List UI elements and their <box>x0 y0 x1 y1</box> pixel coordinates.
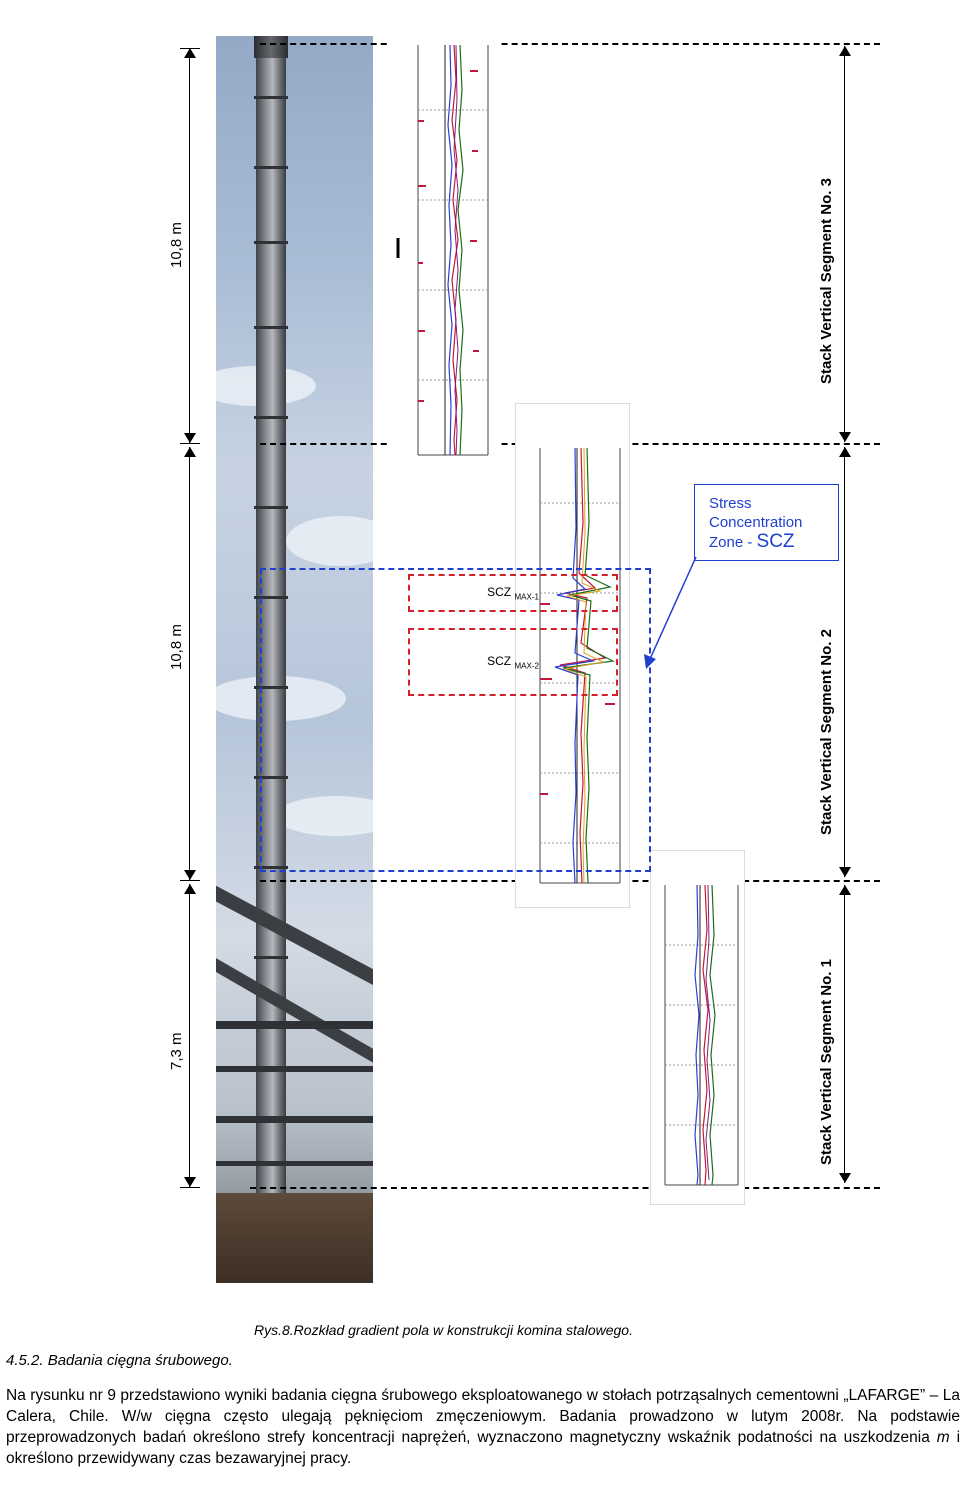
stress-concentration-region <box>260 568 651 872</box>
body-paragraph: Na rysunku nr 9 przedstawiono wyniki badania cięgna śrubowego eksploatowanego w stołach potrząsalnych cementowni „LAFARGE” – La Calera, Chile. W/w cięgna często ulegają pęknięciom zmęczeniowym. Badania prowadzono w lutym 2008r. Na podstawie przeprowadzonych badań określono strefy koncentracji naprężeń, wyznaczono magnetyczny wskaźnik podatności na uszkodzenia m i określono przewidywany czas bezawaryjnej pracy. <box>6 1387 960 1467</box>
scz-max-1-box <box>408 574 618 612</box>
dimension-segment-2: 10,8 m <box>168 624 185 670</box>
section-heading: 4.5.2. Badania cięgna śrubowego. <box>6 1352 233 1369</box>
segment-label-3: Stack Vertical Segment No. 3 <box>818 178 835 384</box>
segment-label-1: Stack Vertical Segment No. 1 <box>818 959 835 1165</box>
gradient-chart-segment-3 <box>390 0 498 470</box>
arrow-icon <box>640 555 700 675</box>
scz-max-2-label: SCZ $_{MAX-2}$ <box>487 653 539 671</box>
scz-max-1-label: SCZ $_{MAX-1}$ <box>487 584 539 602</box>
stress-concentration-legend: Stress Concentration Zone - SCZ <box>694 484 839 561</box>
dimension-segment-3: 10,8 m <box>168 222 185 268</box>
figure-caption: Rys.8.Rozkład gradient pola w konstrukcji komina stalowego. <box>254 1322 633 1338</box>
gradient-chart-segment-1 <box>650 850 745 1205</box>
scz-max-2-box <box>408 628 618 696</box>
segment-label-2: Stack Vertical Segment No. 2 <box>818 629 835 835</box>
dimension-segment-1: 7,3 m <box>168 1032 185 1070</box>
